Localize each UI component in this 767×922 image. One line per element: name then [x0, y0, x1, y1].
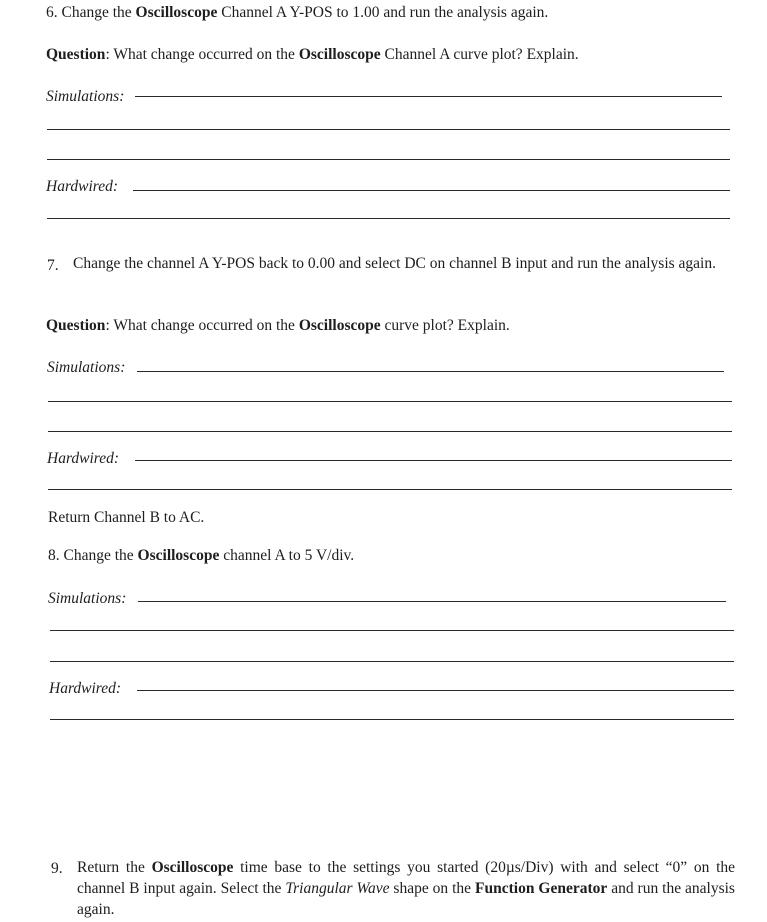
step-7-simulations-label: Simulations:	[47, 359, 126, 376]
step-8-number: 8.	[48, 547, 60, 564]
step-8-answer-line-2[interactable]	[50, 630, 734, 631]
step-6-answer-line-5[interactable]	[47, 218, 730, 219]
step-6-simulations-label: Simulations:	[46, 88, 125, 105]
step-6-simulations-answer-line[interactable]	[135, 96, 722, 97]
step-6-hardwired-label: Hardwired:	[46, 178, 119, 195]
step-7-answer-line-5[interactable]	[48, 489, 732, 490]
step-8-instruction: 8. Change the Oscilloscope channel A to 5 V/div.	[48, 547, 355, 564]
step-6-answer-line-3[interactable]	[47, 159, 730, 160]
step-9-instruction: Return the Oscilloscope time base to the settings you started (20µs/Div) with and select “0” on the channel B input again. Select the Triangular Wave shape on the Function Generator and run the analysis again.	[77, 859, 735, 918]
step-8-simulations-label: Simulations:	[48, 590, 127, 607]
step-8-answer-line-3[interactable]	[50, 661, 734, 662]
step-7-answer-line-2[interactable]	[48, 401, 732, 402]
step-7-hardwired-answer-line[interactable]	[135, 460, 732, 461]
step-7-instruction: Change the channel A Y-POS back to 0.00 and select DC on channel B input and run the analysis again.	[73, 255, 716, 272]
step-6-instruction: 6. Change the Oscilloscope Channel A Y-POS to 1.00 and run the analysis again.	[46, 4, 549, 21]
step-6-number: 6.	[46, 4, 58, 21]
step-6-answer-line-2[interactable]	[47, 129, 730, 130]
step-6-hardwired-answer-line[interactable]	[133, 190, 730, 191]
step-7-hardwired-label: Hardwired:	[47, 450, 120, 467]
step-7-simulations-answer-line[interactable]	[137, 371, 724, 372]
step-9-number: 9.	[51, 860, 63, 877]
step-8-answer-line-5[interactable]	[50, 719, 734, 720]
step-8-hardwired-label: Hardwired:	[49, 680, 122, 697]
step-8-hardwired-answer-line[interactable]	[137, 690, 734, 691]
step-8-simulations-answer-line[interactable]	[138, 601, 726, 602]
return-channel-b-note: Return Channel B to AC.	[48, 509, 205, 526]
step-7-question: Question: What change occurred on the Oscilloscope curve plot? Explain.	[46, 317, 510, 334]
step-6-question: Question: What change occurred on the Oscilloscope Channel A curve plot? Explain.	[46, 46, 579, 63]
step-7-number: 7.	[47, 257, 59, 274]
step-7-answer-line-3[interactable]	[48, 431, 732, 432]
